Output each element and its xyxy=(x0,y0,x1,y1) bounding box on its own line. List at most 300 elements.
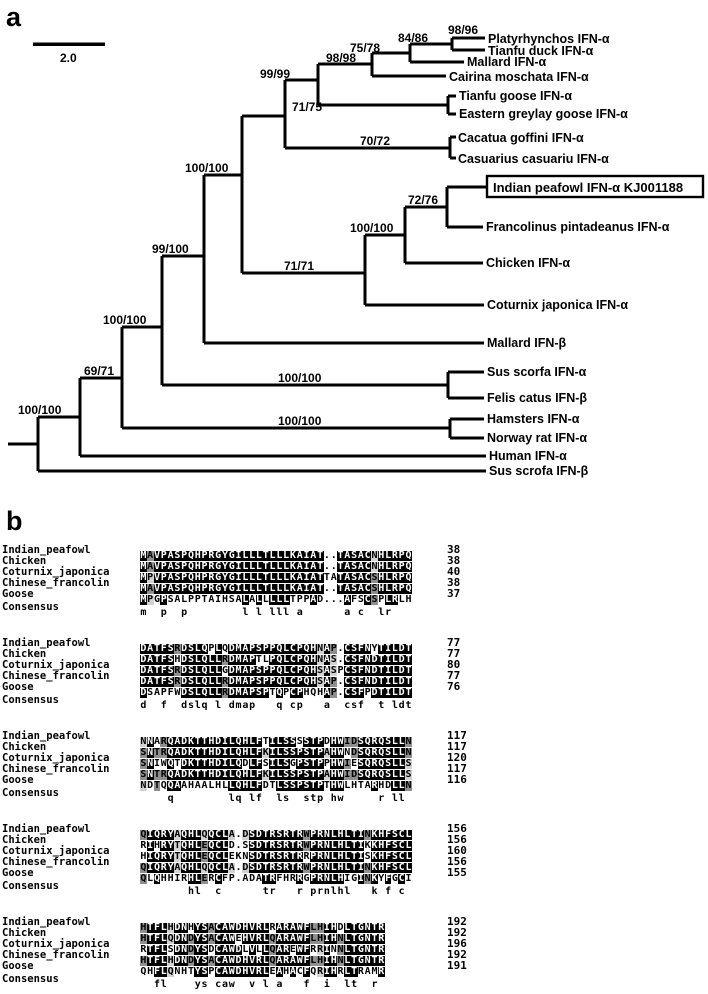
residue-cell: D xyxy=(181,736,188,747)
residue-cell: S xyxy=(201,955,208,966)
residue-cell: P xyxy=(296,780,303,791)
residue-cell: H xyxy=(337,873,344,884)
residue-cell: D xyxy=(215,769,222,780)
residue-cell: F xyxy=(255,758,262,769)
residue-cell: S xyxy=(167,676,174,687)
residue-cell xyxy=(228,605,235,615)
residue-cell: L xyxy=(194,862,201,873)
residue-cell: R xyxy=(283,851,290,862)
residue-cell: p xyxy=(181,607,188,618)
residue-cell: S xyxy=(303,758,310,769)
residue-cell: P xyxy=(317,769,324,780)
sequence-name: Coturnix_japonica xyxy=(2,752,110,764)
residue-cell: L xyxy=(262,944,269,955)
consensus-row xyxy=(140,695,412,711)
residue-cell: I xyxy=(357,851,364,862)
residue-cell: Y xyxy=(167,851,174,862)
residue-cell: H xyxy=(221,594,228,605)
residue-cell: C xyxy=(364,594,371,605)
bootstrap-value: 100/100 xyxy=(278,414,322,428)
residue-cell xyxy=(385,791,392,801)
residue-cell: I xyxy=(235,572,242,583)
residue-cell: I xyxy=(303,561,310,572)
residue-cell xyxy=(167,884,174,894)
residue-cell: S xyxy=(296,736,303,747)
residue-cell: . xyxy=(330,550,337,561)
sequence-row xyxy=(140,649,412,665)
residue-cell: H xyxy=(208,736,215,747)
residue-cell: h xyxy=(330,793,337,804)
residue-cell: D xyxy=(249,873,256,884)
residue-cell: T xyxy=(262,851,269,862)
residue-cell: S xyxy=(283,769,290,780)
residue-cell: A xyxy=(242,873,249,884)
tip-label: Platyrhynchos IFN-α xyxy=(488,32,610,46)
residue-cell: R xyxy=(160,769,167,780)
residue-cell: I xyxy=(269,769,276,780)
residue-cell: F xyxy=(160,665,167,676)
residue-cell: C xyxy=(364,561,371,572)
residue-cell: T xyxy=(371,944,378,955)
residue-cell xyxy=(269,791,276,801)
residue-cell: W xyxy=(337,780,344,791)
residue-cell xyxy=(303,884,310,894)
residue-cell: R xyxy=(337,966,344,977)
residue-cell xyxy=(405,605,412,615)
residue-cell: N xyxy=(242,851,249,862)
residue-cell: T xyxy=(147,922,154,933)
residue-cell: L xyxy=(391,758,398,769)
residue-cell: T xyxy=(194,736,201,747)
residue-cell: T xyxy=(310,747,317,758)
residue-cell xyxy=(228,884,235,894)
residue-cell: W xyxy=(303,829,310,840)
residue-cell: . xyxy=(323,550,330,561)
residue-cell: I xyxy=(357,862,364,873)
residue-cell: L xyxy=(249,561,256,572)
residue-count: 76 xyxy=(447,680,461,693)
sequence-row xyxy=(140,556,412,572)
residue-cell: H xyxy=(310,665,317,676)
residue-cell: R xyxy=(317,840,324,851)
residue-cell: Q xyxy=(208,829,215,840)
residue-cell xyxy=(188,605,195,615)
residue-cell: t xyxy=(310,793,317,804)
residue-cell: L xyxy=(194,643,201,654)
residue-cell: L xyxy=(208,665,215,676)
residue-cell: H xyxy=(330,758,337,769)
residue-cell: T xyxy=(153,665,160,676)
residue-cell: m xyxy=(140,607,147,618)
residue-cell: q xyxy=(201,700,208,711)
residue-cell: Q xyxy=(153,862,160,873)
residue-cell: L xyxy=(391,687,398,698)
residue-cell: A xyxy=(242,676,249,687)
residue-cell: H xyxy=(378,851,385,862)
residue-cell: L xyxy=(391,676,398,687)
residue-cell: I xyxy=(215,594,222,605)
residue-cell: T xyxy=(269,687,276,698)
residue-cell: N xyxy=(364,933,371,944)
residue-cell: S xyxy=(276,840,283,851)
residue-cell: H xyxy=(242,780,249,791)
tip-label: Hamsters IFN-α xyxy=(487,412,580,426)
residue-cell: R xyxy=(255,955,262,966)
residue-cell: L xyxy=(385,550,392,561)
residue-cell: P xyxy=(317,736,324,747)
residue-cell: Q xyxy=(201,654,208,665)
residue-cell: R xyxy=(269,862,276,873)
residue-cell: R xyxy=(255,933,262,944)
residue-cell: D xyxy=(398,687,405,698)
residue-cell xyxy=(222,605,229,615)
residue-cell: Q xyxy=(167,933,174,944)
residue-cell: G xyxy=(215,572,222,583)
residue-cell: P xyxy=(269,654,276,665)
residue-cell: W xyxy=(160,758,167,769)
residue-cell: H xyxy=(242,933,249,944)
residue-cell: R xyxy=(371,769,378,780)
residue-cell: C xyxy=(398,829,405,840)
residue-cell: S xyxy=(255,665,262,676)
residue-cell: P xyxy=(398,550,405,561)
residue-cell: W xyxy=(174,687,181,698)
residue-cell: I xyxy=(357,873,364,884)
residue-cell: R xyxy=(378,922,385,933)
residue-cell xyxy=(269,698,276,708)
residue-cell: D xyxy=(140,654,147,665)
residue-cell: D xyxy=(187,933,194,944)
residue-cell: L xyxy=(249,758,256,769)
residue-cell: Q xyxy=(140,966,147,977)
residue-cell: r xyxy=(371,979,378,990)
residue-cell: A xyxy=(167,572,174,583)
residue-cell: A xyxy=(255,873,262,884)
residue-cell xyxy=(249,605,256,615)
residue-cell xyxy=(398,605,405,615)
residue-cell: V xyxy=(249,955,256,966)
residue-cell: R xyxy=(221,687,228,698)
residue-cell: H xyxy=(181,966,188,977)
residue-cell xyxy=(296,791,303,801)
residue-cell: L xyxy=(283,643,290,654)
residue-cell: T xyxy=(378,676,385,687)
residue-cell: W xyxy=(228,944,235,955)
residue-cell: h xyxy=(187,886,194,897)
residue-cell: L xyxy=(283,561,290,572)
residue-cell xyxy=(181,977,188,987)
residue-cell xyxy=(235,977,242,987)
residue-cell xyxy=(351,605,358,615)
residue-cell: l xyxy=(276,793,283,804)
residue-cell: A xyxy=(276,955,283,966)
residue-cell: S xyxy=(351,643,358,654)
residue-cell xyxy=(215,605,222,615)
residue-cell: P xyxy=(181,572,188,583)
residue-cell: N xyxy=(405,780,412,791)
residue-cell: D xyxy=(242,862,249,873)
residue-cell: T xyxy=(201,758,208,769)
residue-cell: L xyxy=(405,829,412,840)
residue-cell: L xyxy=(391,747,398,758)
residue-cell: R xyxy=(269,851,276,862)
residue-cell xyxy=(364,977,371,987)
residue-cell: T xyxy=(351,829,358,840)
residue-cell: E xyxy=(351,758,358,769)
residue-cell: T xyxy=(174,758,181,769)
residue-cell: R xyxy=(289,873,296,884)
consensus-row xyxy=(140,602,412,618)
residue-cell: H xyxy=(167,873,174,884)
residue-cell: P xyxy=(147,594,154,605)
residue-cell: N xyxy=(405,736,412,747)
residue-cell: Q xyxy=(405,550,412,561)
residue-cell xyxy=(201,791,208,801)
residue-cell: K xyxy=(187,769,194,780)
residue-cell: S xyxy=(289,780,296,791)
residue-cell: H xyxy=(330,922,337,933)
residue-cell: P xyxy=(398,572,405,583)
tip-label: Tianfu goose IFN-α xyxy=(459,89,573,103)
residue-cell: D xyxy=(228,654,235,665)
residue-cell: t xyxy=(405,700,412,711)
residue-cell: R xyxy=(378,944,385,955)
residue-cell: T xyxy=(153,747,160,758)
residue-cell: L xyxy=(405,862,412,873)
residue-cell: C xyxy=(364,550,371,561)
bootstrap-value: 100/100 xyxy=(18,403,62,417)
residue-cell: Q xyxy=(181,829,188,840)
sequence-name: Chinese_francolin xyxy=(2,949,110,961)
residue-cell: R xyxy=(140,840,147,851)
residue-cell: T xyxy=(317,583,324,594)
residue-cell: L xyxy=(255,944,262,955)
residue-cell: N xyxy=(371,561,378,572)
residue-cell: Y xyxy=(167,840,174,851)
residue-cell: M xyxy=(140,583,147,594)
residue-cell: I xyxy=(385,687,392,698)
residue-cell xyxy=(147,605,154,615)
residue-cell: A xyxy=(344,561,351,572)
residue-cell: S xyxy=(351,687,358,698)
residue-cell: L xyxy=(310,955,317,966)
residue-cell xyxy=(154,605,161,615)
residue-cell: R xyxy=(174,643,181,654)
tip-label: Mallard IFN-β xyxy=(487,336,567,350)
residue-cell: A xyxy=(289,966,296,977)
residue-cell: P xyxy=(317,780,324,791)
sequence-name: Consensus xyxy=(2,973,59,985)
residue-cell: Q xyxy=(208,840,215,851)
residue-cell: L xyxy=(208,780,215,791)
residue-cell: L xyxy=(276,736,283,747)
residue-cell: L xyxy=(194,654,201,665)
residue-cell: G xyxy=(228,572,235,583)
residue-cell: L xyxy=(391,665,398,676)
residue-cell: A xyxy=(242,687,249,698)
residue-cell: N xyxy=(323,873,330,884)
residue-cell xyxy=(188,791,195,801)
residue-cell: A xyxy=(296,583,303,594)
residue-cell: T xyxy=(378,665,385,676)
residue-cell: P xyxy=(296,747,303,758)
residue-cell: R xyxy=(391,550,398,561)
residue-cell: S xyxy=(405,758,412,769)
residue-cell: T xyxy=(317,561,324,572)
sequence-row xyxy=(140,567,412,583)
residue-cell: L xyxy=(160,955,167,966)
residue-cell: Q xyxy=(276,676,283,687)
residue-cell: H xyxy=(330,933,337,944)
residue-cell: D xyxy=(235,966,242,977)
sequence-name: Indian_peafowl xyxy=(2,823,91,835)
residue-cell: C xyxy=(215,955,222,966)
residue-cell: L xyxy=(160,933,167,944)
residue-cell: L xyxy=(344,780,351,791)
residue-cell: L xyxy=(385,583,392,594)
residue-cell: c xyxy=(398,886,405,897)
residue-cell: V xyxy=(249,966,256,977)
residue-cell: H xyxy=(187,862,194,873)
residue-cell: q xyxy=(276,700,283,711)
residue-cell: F xyxy=(385,873,392,884)
residue-cell: Q xyxy=(269,933,276,944)
residue-cell: v xyxy=(249,979,256,990)
residue-cell: L xyxy=(228,780,235,791)
residue-cell: T xyxy=(405,676,412,687)
residue-cell: L xyxy=(255,583,262,594)
residue-cell: E xyxy=(228,851,235,862)
residue-cell: S xyxy=(303,736,310,747)
residue-cell xyxy=(174,884,181,894)
residue-cell: p xyxy=(296,700,303,711)
residue-cell: F xyxy=(385,829,392,840)
residue-cell: D xyxy=(181,687,188,698)
residue-cell: A xyxy=(201,780,208,791)
residue-cell: D xyxy=(181,747,188,758)
residue-cell: H xyxy=(310,676,317,687)
residue-cell: R xyxy=(371,747,378,758)
residue-cell: Q xyxy=(310,687,317,698)
residue-cell: H xyxy=(378,572,385,583)
residue-cell: F xyxy=(160,654,167,665)
residue-cell: N xyxy=(337,944,344,955)
residue-cell: L xyxy=(262,654,269,665)
residue-cell: N xyxy=(181,922,188,933)
residue-cell: i xyxy=(323,979,330,990)
sequence-name: Goose xyxy=(2,774,34,786)
residue-cell: S xyxy=(187,654,194,665)
residue-cell: C xyxy=(364,583,371,594)
residue-cell: P xyxy=(317,758,324,769)
residue-cell: Q xyxy=(364,736,371,747)
residue-cell: P xyxy=(249,665,256,676)
residue-cell: P xyxy=(187,594,194,605)
residue-cell: A xyxy=(147,676,154,687)
residue-cell: R xyxy=(371,736,378,747)
residue-cell: T xyxy=(153,780,160,791)
bootstrap-value: 75/78 xyxy=(350,41,381,55)
residue-cell: Q xyxy=(167,780,174,791)
residue-cell: H xyxy=(337,840,344,851)
residue-cell: N xyxy=(181,955,188,966)
residue-cell: R xyxy=(208,583,215,594)
residue-cell: N xyxy=(364,955,371,966)
residue-cell: H xyxy=(317,922,324,933)
residue-cell: T xyxy=(153,769,160,780)
residue-cell: R xyxy=(269,840,276,851)
residue-cell: N xyxy=(323,862,330,873)
residue-cell: L xyxy=(283,665,290,676)
residue-cell xyxy=(324,605,331,615)
residue-cell: Q xyxy=(303,665,310,676)
residue-cell: S xyxy=(385,758,392,769)
residue-cell xyxy=(147,791,154,801)
residue-cell: E xyxy=(201,840,208,851)
residue-cell: A xyxy=(174,829,181,840)
sequence-name: Consensus xyxy=(2,694,59,706)
bootstrap-value: 69/71 xyxy=(84,364,115,378)
residue-cell: C xyxy=(215,873,222,884)
residue-cell: L xyxy=(276,550,283,561)
residue-count: 191 xyxy=(447,959,467,972)
residue-count: 38 xyxy=(447,554,461,567)
residue-cell: r xyxy=(385,607,392,618)
residue-cell: . xyxy=(337,687,344,698)
residue-cell: G xyxy=(357,944,364,955)
residue-cell: R xyxy=(283,862,290,873)
residue-cell xyxy=(378,977,385,987)
residue-cell: P xyxy=(296,654,303,665)
residue-cell: A xyxy=(357,561,364,572)
residue-cell: T xyxy=(153,654,160,665)
consensus-row xyxy=(140,788,412,804)
residue-cell: r xyxy=(296,886,303,897)
residue-cell: S xyxy=(385,769,392,780)
residue-cell xyxy=(351,884,358,894)
residue-cell: R xyxy=(317,873,324,884)
residue-cell: F xyxy=(357,654,364,665)
residue-cell xyxy=(290,884,297,894)
residue-cell: S xyxy=(276,862,283,873)
residue-cell: L xyxy=(391,769,398,780)
residue-cell: E xyxy=(201,873,208,884)
bootstrap-value: 72/76 xyxy=(408,193,439,207)
residue-cell: W xyxy=(228,955,235,966)
residue-cell: A xyxy=(344,594,351,605)
residue-cell: N xyxy=(337,933,344,944)
residue-cell: A xyxy=(181,780,188,791)
residue-cell: S xyxy=(283,736,290,747)
residue-cell: I xyxy=(385,643,392,654)
residue-cell: Q xyxy=(167,736,174,747)
residue-cell: C xyxy=(344,643,351,654)
residue-cell: P xyxy=(323,758,330,769)
residue-cell: L xyxy=(344,955,351,966)
tip-label-highlighted: Indian peafowl IFN-α KJ001188 xyxy=(493,180,684,195)
residue-cell: L xyxy=(344,944,351,955)
residue-cell xyxy=(385,698,392,708)
residue-cell: Q xyxy=(235,758,242,769)
residue-cell: N xyxy=(330,944,337,955)
residue-cell xyxy=(371,605,378,615)
residue-cell: M xyxy=(371,966,378,977)
residue-cell: Q xyxy=(153,829,160,840)
residue-cell: Q xyxy=(201,862,208,873)
residue-cell: T xyxy=(337,572,344,583)
residue-cell: S xyxy=(174,583,181,594)
residue-cell: T xyxy=(187,966,194,977)
